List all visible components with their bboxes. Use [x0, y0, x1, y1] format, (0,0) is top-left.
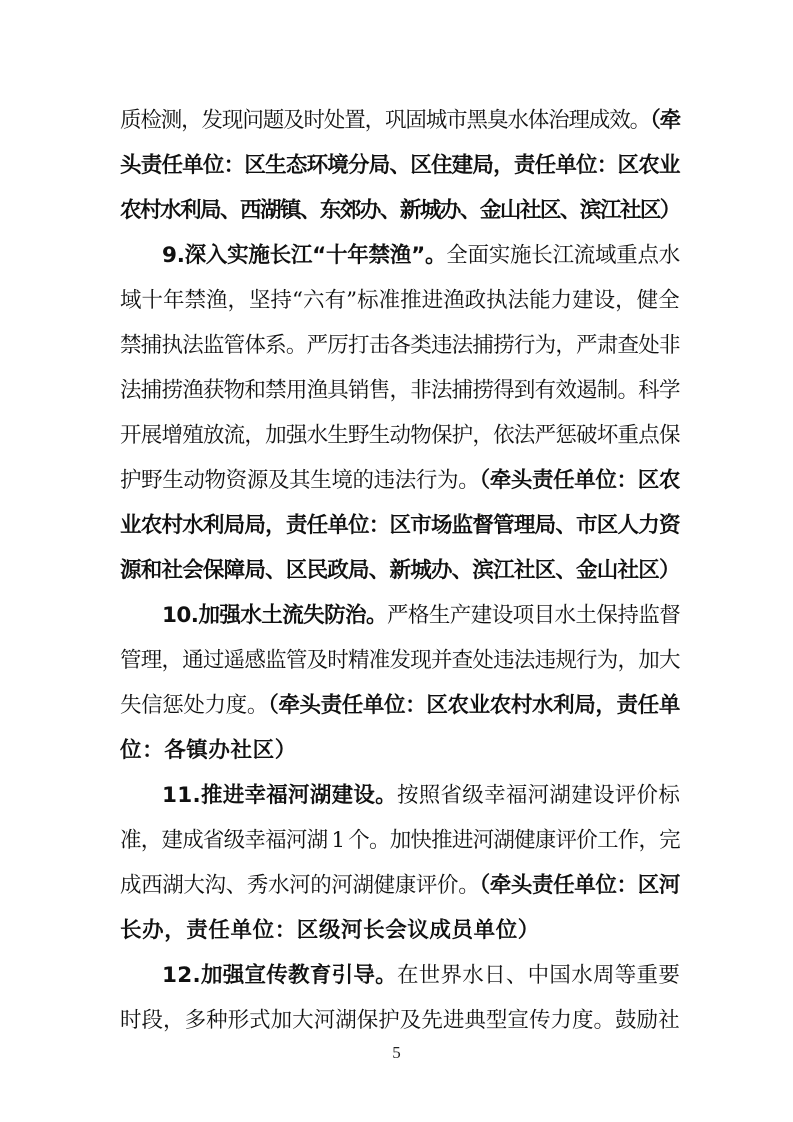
responsibility-note: 源和社会保障局、区民政局、新城办、滨江社区、金山社区）: [120, 558, 680, 583]
item-number: 9.: [162, 243, 185, 268]
text-run: 在世界水日、中国水周等重要: [396, 963, 681, 988]
item-heading: 加强宣传教育引导。: [200, 963, 397, 988]
responsibility-note: 头责任单位：区生态环境分局、区住建局，责任单位：区农业: [120, 153, 680, 178]
section-item-11: [162, 781, 680, 811]
item-number: 10.: [162, 603, 199, 628]
text-line: [120, 736, 680, 766]
section-item-12: [162, 961, 680, 991]
text-run: 禁捕执法监管体系。严厉打击各类违法捕捞行为，严肃查处非: [120, 333, 680, 358]
text-line: [120, 511, 680, 541]
text-line: [120, 556, 680, 586]
text-run: 护野生动物资源及其生境的违法行为。: [120, 468, 480, 493]
text-line: [120, 376, 680, 406]
count-value: 1: [331, 828, 345, 853]
text-line: [120, 151, 680, 181]
text-line: [120, 916, 680, 946]
text-line: [120, 1006, 680, 1036]
text-run: 全面实施长江流域重点水: [446, 243, 680, 268]
item-number: 11.: [162, 783, 201, 808]
text-line: [120, 646, 680, 676]
text-line: [120, 196, 680, 226]
text-line: [120, 466, 680, 496]
section-item-10: [162, 601, 680, 631]
text-run: 成西湖大沟、秀水河的河湖健康评价。: [120, 873, 480, 898]
responsibility-note: 业农村水利局局，责任单位：区市场监督管理局、市区人力资: [120, 513, 680, 538]
responsibility-note: 位：各镇办社区）: [120, 738, 297, 763]
text-run: 法捕捞渔获物和禁用渔具销售，非法捕捞得到有效遏制。科学: [120, 378, 680, 403]
text-line: [120, 286, 680, 316]
text-run: 准，建成省级幸福河湖: [120, 828, 328, 853]
item-heading: 推进幸福河湖建设。: [200, 783, 397, 808]
text-run: 开展增殖放流，加强水生野生动物保护，依法严惩破坏重点保: [120, 423, 680, 448]
text-line: [120, 826, 680, 856]
item-heading: 深入实施长江“十年禁渔”。: [184, 243, 447, 268]
item-number: 12.: [162, 963, 201, 988]
responsibility-note: （牵头责任单位：区农业农村水利局，责任单: [267, 693, 680, 718]
text-line: [120, 871, 680, 901]
item-heading: 加强水土流失防治。: [198, 603, 387, 628]
page-number: 5: [392, 1043, 401, 1062]
text-run: 失信惩处力度。: [120, 693, 268, 718]
text-run: 按照省级幸福河湖建设评价标: [396, 783, 681, 808]
text-line: [120, 421, 680, 451]
text-run: 质检测，发现问题及时处置，巩固城市黑臭水体治理成效。: [120, 108, 651, 133]
responsibility-note: 农村水利局、西湖镇、东郊办、新城办、金山社区、滨江社区）: [120, 198, 680, 223]
text-run: 个。加快推进河湖健康评价工作，完: [348, 828, 680, 853]
responsibility-note: 长办，责任单位：区级河长会议成员单位）: [120, 918, 540, 943]
text-line: [120, 691, 680, 721]
text-run: 管理，通过遥感监管及时精准发现并查处违法违规行为，加大: [120, 648, 680, 673]
responsibility-note: （牵头责任单位：区河: [479, 873, 680, 898]
section-item-9: [162, 241, 680, 271]
text-line: [120, 106, 680, 136]
text-line: [120, 331, 680, 361]
text-run: 时段，多种形式加大河湖保护及先进典型宣传力度。鼓励社: [120, 1008, 680, 1033]
text-run: 严格生产建设项目水土保持监督: [386, 603, 681, 628]
text-run: 域十年禁渔，坚持“六有”标准推进渔政执法能力建设，健全: [120, 288, 680, 313]
responsibility-note: （牵: [650, 108, 681, 133]
responsibility-note: （牵头责任单位：区农: [479, 468, 680, 493]
